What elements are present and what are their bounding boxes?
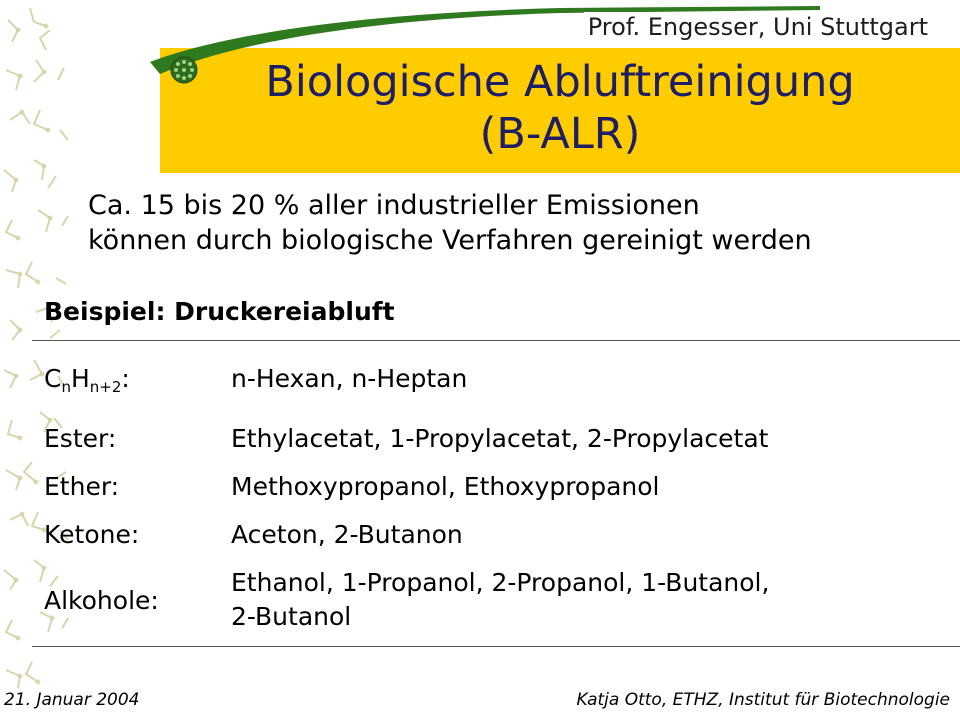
intro-line-1: Ca. 15 bis 20 % aller industrieller Emissionen: [88, 190, 700, 221]
slide-title: [160, 56, 960, 160]
intro-line-2: können durch biologische Verfahren gereinigt werden: [88, 225, 812, 256]
row-label: Ketone:: [44, 520, 140, 549]
footer-date: 21. Januar 2004: [4, 690, 140, 710]
row-value: Aceton, 2-Butanon: [231, 520, 463, 549]
row-value: Methoxypropanol, Ethoxypropanol: [231, 472, 660, 501]
example-heading: Beispiel: Druckereiabluft: [44, 297, 395, 326]
row-label: Ether:: [44, 472, 120, 501]
row-value-line-1: Ethanol, 1-Propanol, 2-Propanol, 1-Butanol,: [231, 568, 770, 597]
title-line-1: Biologische Abluftreinigung: [265, 57, 855, 107]
row-value-line-2: 2-Butanol: [231, 602, 352, 631]
title-line-2: (B-ALR): [479, 109, 641, 159]
row-value: [231, 566, 946, 634]
row-value: Ethylacetat, 1-Propylacetat, 2-Propylacetat: [231, 424, 769, 453]
intro-text: [88, 188, 812, 258]
table-bottom-rule: [32, 646, 960, 647]
row-label: Ester:: [44, 424, 117, 453]
row-value: n-Hexan, n-Heptan: [231, 364, 468, 393]
author-label: Prof. Engesser, Uni Stuttgart: [584, 12, 932, 42]
footer-credit: Katja Otto, ETHZ, Institut für Biotechnologie: [576, 690, 950, 710]
row-label: Alkohole:: [44, 586, 159, 615]
table-top-rule: [32, 340, 960, 341]
row-label: $C_nH_{n+2}$:: [44, 364, 130, 396]
